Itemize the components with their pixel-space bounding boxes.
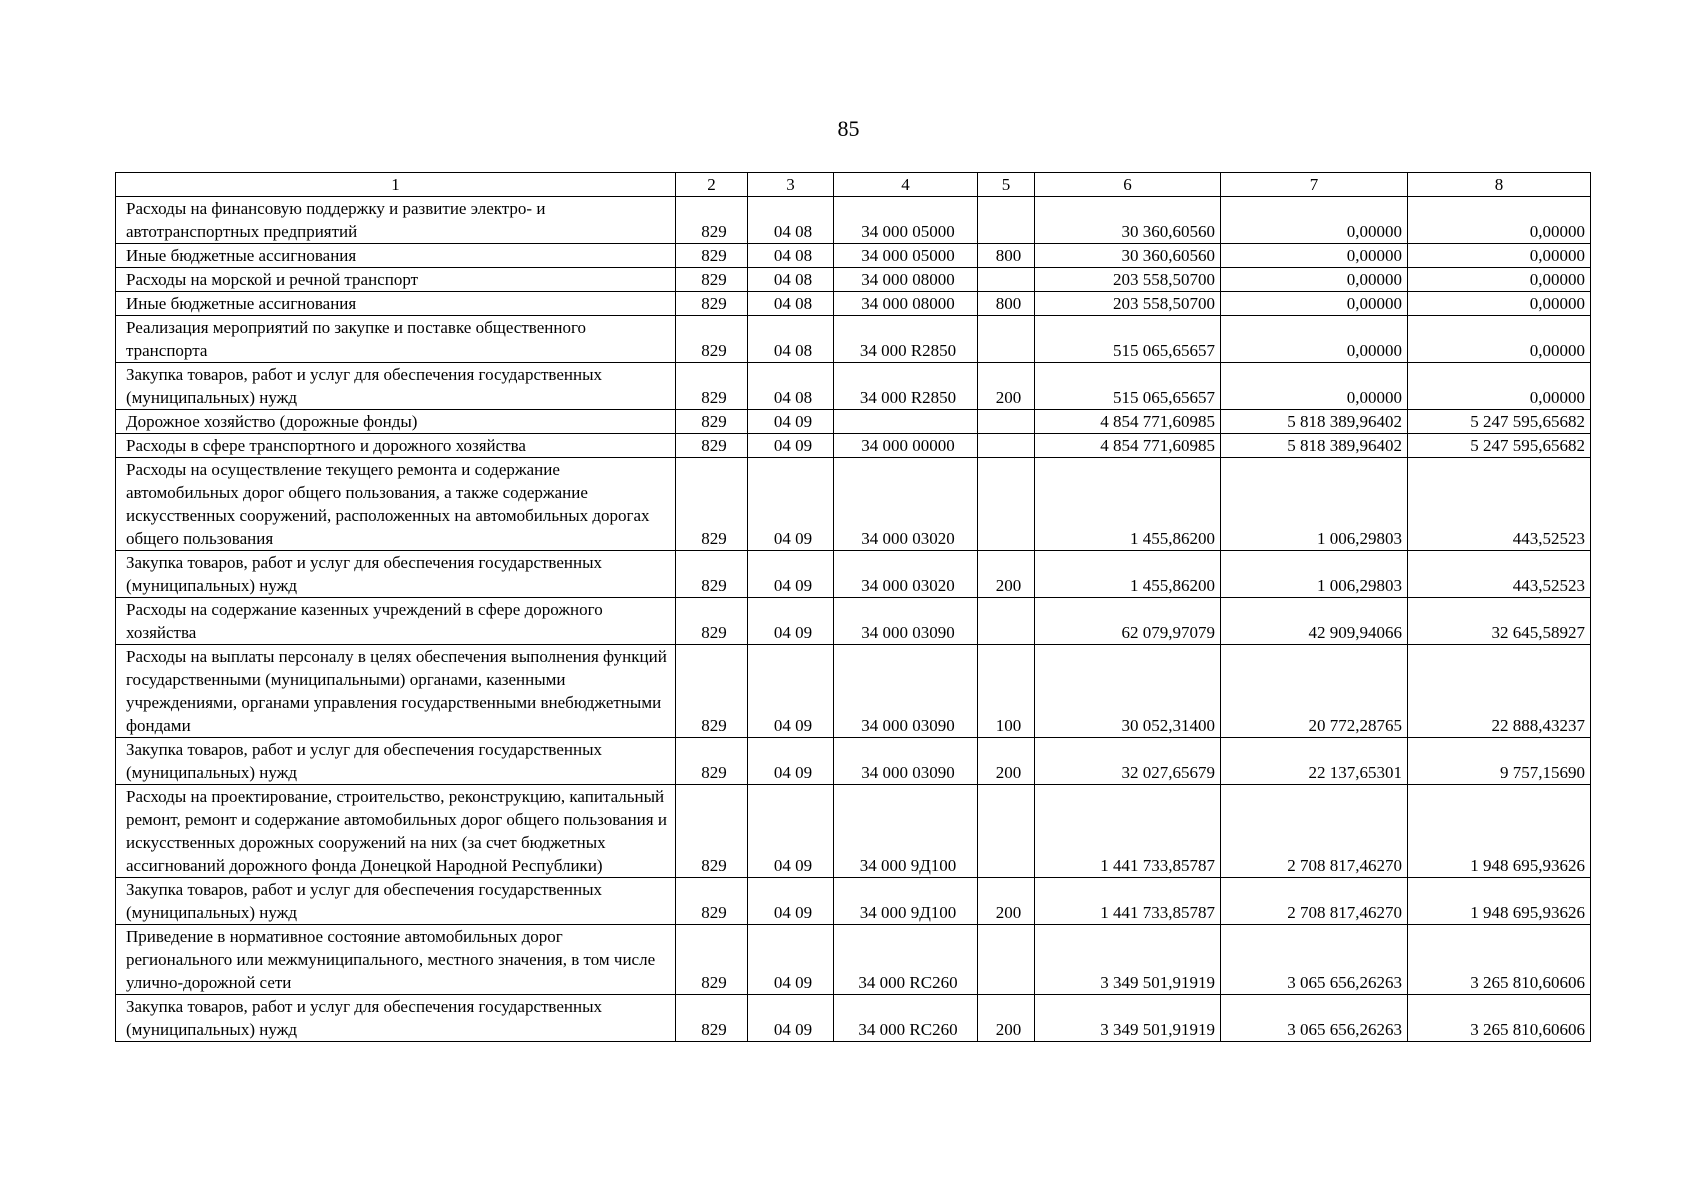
- table-row: [116, 363, 1591, 410]
- row-name-cell: Расходы на содержание казенных учреждений в сфере дорожного хозяйства: [116, 598, 676, 645]
- expense-type-cell: [978, 197, 1035, 244]
- section-code-cell: 04 09: [748, 551, 834, 598]
- section-code-cell: 04 08: [748, 197, 834, 244]
- row-name-cell: Закупка товаров, работ и услуг для обеспечения государственных (муниципальных) нужд: [116, 995, 676, 1042]
- amount-col8-cell: 0,00000: [1408, 268, 1591, 292]
- amount-col7-cell: 2 708 817,46270: [1221, 785, 1408, 878]
- amount-col6-cell: 30 360,60560: [1035, 244, 1221, 268]
- amount-col8-cell: 3 265 810,60606: [1408, 995, 1591, 1042]
- section-code-cell: 04 08: [748, 316, 834, 363]
- amount-col6-cell: 1 441 733,85787: [1035, 878, 1221, 925]
- table-row: [116, 551, 1591, 598]
- amount-col8-cell: 0,00000: [1408, 363, 1591, 410]
- ministry-code-cell: 829: [676, 434, 748, 458]
- amount-col8-cell: 443,52523: [1408, 551, 1591, 598]
- row-name-cell: Закупка товаров, работ и услуг для обеспечения государственных (муниципальных) нужд: [116, 551, 676, 598]
- column-header: 3: [748, 173, 834, 197]
- amount-col7-cell: 2 708 817,46270: [1221, 878, 1408, 925]
- amount-col7-cell: 0,00000: [1221, 244, 1408, 268]
- table-row: [116, 244, 1591, 268]
- table-row: [116, 645, 1591, 738]
- section-code-cell: 04 09: [748, 738, 834, 785]
- table-body: [116, 197, 1591, 1042]
- ministry-code-cell: 829: [676, 268, 748, 292]
- column-header: 1: [116, 173, 676, 197]
- row-name-cell: Расходы на осуществление текущего ремонта и содержание автомобильных дорог общего пользования, а также содержание искусственных сооружений, расположенных на автомобильных дорогах общего пользования: [116, 458, 676, 551]
- column-header: 7: [1221, 173, 1408, 197]
- amount-col7-cell: 0,00000: [1221, 292, 1408, 316]
- amount-col8-cell: 22 888,43237: [1408, 645, 1591, 738]
- ministry-code-cell: 829: [676, 995, 748, 1042]
- amount-col6-cell: 203 558,50700: [1035, 292, 1221, 316]
- section-code-cell: 04 09: [748, 878, 834, 925]
- section-code-cell: 04 09: [748, 434, 834, 458]
- table-row: [116, 197, 1591, 244]
- amount-col6-cell: 515 065,65657: [1035, 363, 1221, 410]
- row-name-cell: Закупка товаров, работ и услуг для обеспечения государственных (муниципальных) нужд: [116, 363, 676, 410]
- column-header: 5: [978, 173, 1035, 197]
- expense-type-cell: [978, 410, 1035, 434]
- target-code-cell: 34 000 03020: [834, 458, 978, 551]
- column-header: 6: [1035, 173, 1221, 197]
- target-code-cell: 34 000 08000: [834, 268, 978, 292]
- amount-col8-cell: 443,52523: [1408, 458, 1591, 551]
- amount-col7-cell: 5 818 389,96402: [1221, 410, 1408, 434]
- ministry-code-cell: 829: [676, 738, 748, 785]
- amount-col8-cell: 3 265 810,60606: [1408, 925, 1591, 995]
- row-name-cell: Закупка товаров, работ и услуг для обеспечения государственных (муниципальных) нужд: [116, 738, 676, 785]
- target-code-cell: 34 000 00000: [834, 434, 978, 458]
- section-code-cell: 04 08: [748, 268, 834, 292]
- ministry-code-cell: 829: [676, 925, 748, 995]
- table-row: [116, 738, 1591, 785]
- target-code-cell: 34 000 RC260: [834, 925, 978, 995]
- target-code-cell: 34 000 R2850: [834, 363, 978, 410]
- expense-type-cell: 200: [978, 738, 1035, 785]
- amount-col6-cell: 1 455,86200: [1035, 551, 1221, 598]
- amount-col7-cell: 0,00000: [1221, 197, 1408, 244]
- amount-col8-cell: 0,00000: [1408, 316, 1591, 363]
- ministry-code-cell: 829: [676, 785, 748, 878]
- amount-col7-cell: 3 065 656,26263: [1221, 925, 1408, 995]
- amount-col6-cell: 4 854 771,60985: [1035, 410, 1221, 434]
- ministry-code-cell: 829: [676, 551, 748, 598]
- expense-type-cell: 100: [978, 645, 1035, 738]
- column-header: 8: [1408, 173, 1591, 197]
- table-row: [116, 292, 1591, 316]
- expense-type-cell: [978, 598, 1035, 645]
- ministry-code-cell: 829: [676, 292, 748, 316]
- amount-col8-cell: 0,00000: [1408, 197, 1591, 244]
- expense-type-cell: 200: [978, 551, 1035, 598]
- amount-col7-cell: 22 137,65301: [1221, 738, 1408, 785]
- table-header: [116, 173, 1591, 197]
- amount-col6-cell: 515 065,65657: [1035, 316, 1221, 363]
- ministry-code-cell: 829: [676, 458, 748, 551]
- amount-col6-cell: 203 558,50700: [1035, 268, 1221, 292]
- amount-col6-cell: 3 349 501,91919: [1035, 925, 1221, 995]
- ministry-code-cell: 829: [676, 316, 748, 363]
- amount-col7-cell: 0,00000: [1221, 363, 1408, 410]
- section-code-cell: 04 09: [748, 598, 834, 645]
- expense-type-cell: 200: [978, 878, 1035, 925]
- target-code-cell: 34 000 9Д100: [834, 785, 978, 878]
- section-code-cell: 04 09: [748, 645, 834, 738]
- amount-col7-cell: 20 772,28765: [1221, 645, 1408, 738]
- amount-col7-cell: 0,00000: [1221, 268, 1408, 292]
- expense-type-cell: 200: [978, 363, 1035, 410]
- section-code-cell: 04 09: [748, 458, 834, 551]
- row-name-cell: Расходы на финансовую поддержку и развитие электро- и автотранспортных предприятий: [116, 197, 676, 244]
- row-name-cell: Приведение в нормативное состояние автомобильных дорог регионального или межмуниципального, местного значения, в том числе улично-дорожной сети: [116, 925, 676, 995]
- amount-col6-cell: 1 455,86200: [1035, 458, 1221, 551]
- row-name-cell: Расходы на проектирование, строительство, реконструкцию, капитальный ремонт, ремонт и содержание автомобильных дорог общего пользования и искусственных дорожных сооружений на них (за счет бюджетных ассигнований дорожного фонда Донецкой Народной Республики): [116, 785, 676, 878]
- amount-col7-cell: 1 006,29803: [1221, 458, 1408, 551]
- amount-col6-cell: 30 052,31400: [1035, 645, 1221, 738]
- table-row: [116, 995, 1591, 1042]
- expense-type-cell: [978, 434, 1035, 458]
- amount-col8-cell: 5 247 595,65682: [1408, 410, 1591, 434]
- budget-table: [115, 172, 1591, 1042]
- section-code-cell: 04 09: [748, 785, 834, 878]
- amount-col6-cell: 3 349 501,91919: [1035, 995, 1221, 1042]
- column-header: 4: [834, 173, 978, 197]
- table-row: [116, 458, 1591, 551]
- amount-col7-cell: 3 065 656,26263: [1221, 995, 1408, 1042]
- table-row: [116, 434, 1591, 458]
- row-name-cell: Иные бюджетные ассигнования: [116, 292, 676, 316]
- section-code-cell: 04 08: [748, 244, 834, 268]
- page-number: 85: [837, 116, 860, 141]
- ministry-code-cell: 829: [676, 410, 748, 434]
- amount-col7-cell: 5 818 389,96402: [1221, 434, 1408, 458]
- amount-col6-cell: 1 441 733,85787: [1035, 785, 1221, 878]
- column-header: 2: [676, 173, 748, 197]
- ministry-code-cell: 829: [676, 878, 748, 925]
- amount-col8-cell: 0,00000: [1408, 292, 1591, 316]
- section-code-cell: 04 09: [748, 995, 834, 1042]
- ministry-code-cell: 829: [676, 645, 748, 738]
- ministry-code-cell: 829: [676, 244, 748, 268]
- row-name-cell: Расходы на морской и речной транспорт: [116, 268, 676, 292]
- expense-type-cell: [978, 925, 1035, 995]
- table-row: [116, 925, 1591, 995]
- amount-col8-cell: 9 757,15690: [1408, 738, 1591, 785]
- row-name-cell: Реализация мероприятий по закупке и поставке общественного транспорта: [116, 316, 676, 363]
- target-code-cell: 34 000 9Д100: [834, 878, 978, 925]
- table-row: [116, 410, 1591, 434]
- section-code-cell: 04 08: [748, 292, 834, 316]
- ministry-code-cell: 829: [676, 363, 748, 410]
- table-row: [116, 268, 1591, 292]
- expense-type-cell: [978, 268, 1035, 292]
- amount-col6-cell: 62 079,97079: [1035, 598, 1221, 645]
- amount-col7-cell: 0,00000: [1221, 316, 1408, 363]
- section-code-cell: 04 09: [748, 410, 834, 434]
- table-row: [116, 316, 1591, 363]
- expense-type-cell: 800: [978, 244, 1035, 268]
- table-row: [116, 878, 1591, 925]
- amount-col6-cell: 30 360,60560: [1035, 197, 1221, 244]
- target-code-cell: [834, 410, 978, 434]
- target-code-cell: 34 000 03090: [834, 598, 978, 645]
- header-row: [116, 173, 1591, 197]
- target-code-cell: 34 000 RC260: [834, 995, 978, 1042]
- expense-type-cell: 200: [978, 995, 1035, 1042]
- expense-type-cell: [978, 316, 1035, 363]
- ministry-code-cell: 829: [676, 197, 748, 244]
- expense-type-cell: [978, 785, 1035, 878]
- amount-col8-cell: 32 645,58927: [1408, 598, 1591, 645]
- target-code-cell: 34 000 03090: [834, 645, 978, 738]
- row-name-cell: Дорожное хозяйство (дорожные фонды): [116, 410, 676, 434]
- amount-col7-cell: 1 006,29803: [1221, 551, 1408, 598]
- target-code-cell: 34 000 08000: [834, 292, 978, 316]
- row-name-cell: Расходы на выплаты персоналу в целях обеспечения выполнения функций государственными (муниципальными) органами, казенными учреждениями, органами управления государственными внебюджетными фондами: [116, 645, 676, 738]
- amount-col8-cell: 0,00000: [1408, 244, 1591, 268]
- row-name-cell: Расходы в сфере транспортного и дорожного хозяйства: [116, 434, 676, 458]
- section-code-cell: 04 08: [748, 363, 834, 410]
- amount-col6-cell: 4 854 771,60985: [1035, 434, 1221, 458]
- row-name-cell: Закупка товаров, работ и услуг для обеспечения государственных (муниципальных) нужд: [116, 878, 676, 925]
- target-code-cell: 34 000 R2850: [834, 316, 978, 363]
- row-name-cell: Иные бюджетные ассигнования: [116, 244, 676, 268]
- target-code-cell: 34 000 03020: [834, 551, 978, 598]
- amount-col6-cell: 32 027,65679: [1035, 738, 1221, 785]
- table-row: [116, 598, 1591, 645]
- expense-type-cell: [978, 458, 1035, 551]
- amount-col8-cell: 1 948 695,93626: [1408, 785, 1591, 878]
- ministry-code-cell: 829: [676, 598, 748, 645]
- amount-col8-cell: 1 948 695,93626: [1408, 878, 1591, 925]
- amount-col7-cell: 42 909,94066: [1221, 598, 1408, 645]
- target-code-cell: 34 000 05000: [834, 244, 978, 268]
- target-code-cell: 34 000 03090: [834, 738, 978, 785]
- section-code-cell: 04 09: [748, 925, 834, 995]
- expense-type-cell: 800: [978, 292, 1035, 316]
- table-row: [116, 785, 1591, 878]
- amount-col8-cell: 5 247 595,65682: [1408, 434, 1591, 458]
- target-code-cell: 34 000 05000: [834, 197, 978, 244]
